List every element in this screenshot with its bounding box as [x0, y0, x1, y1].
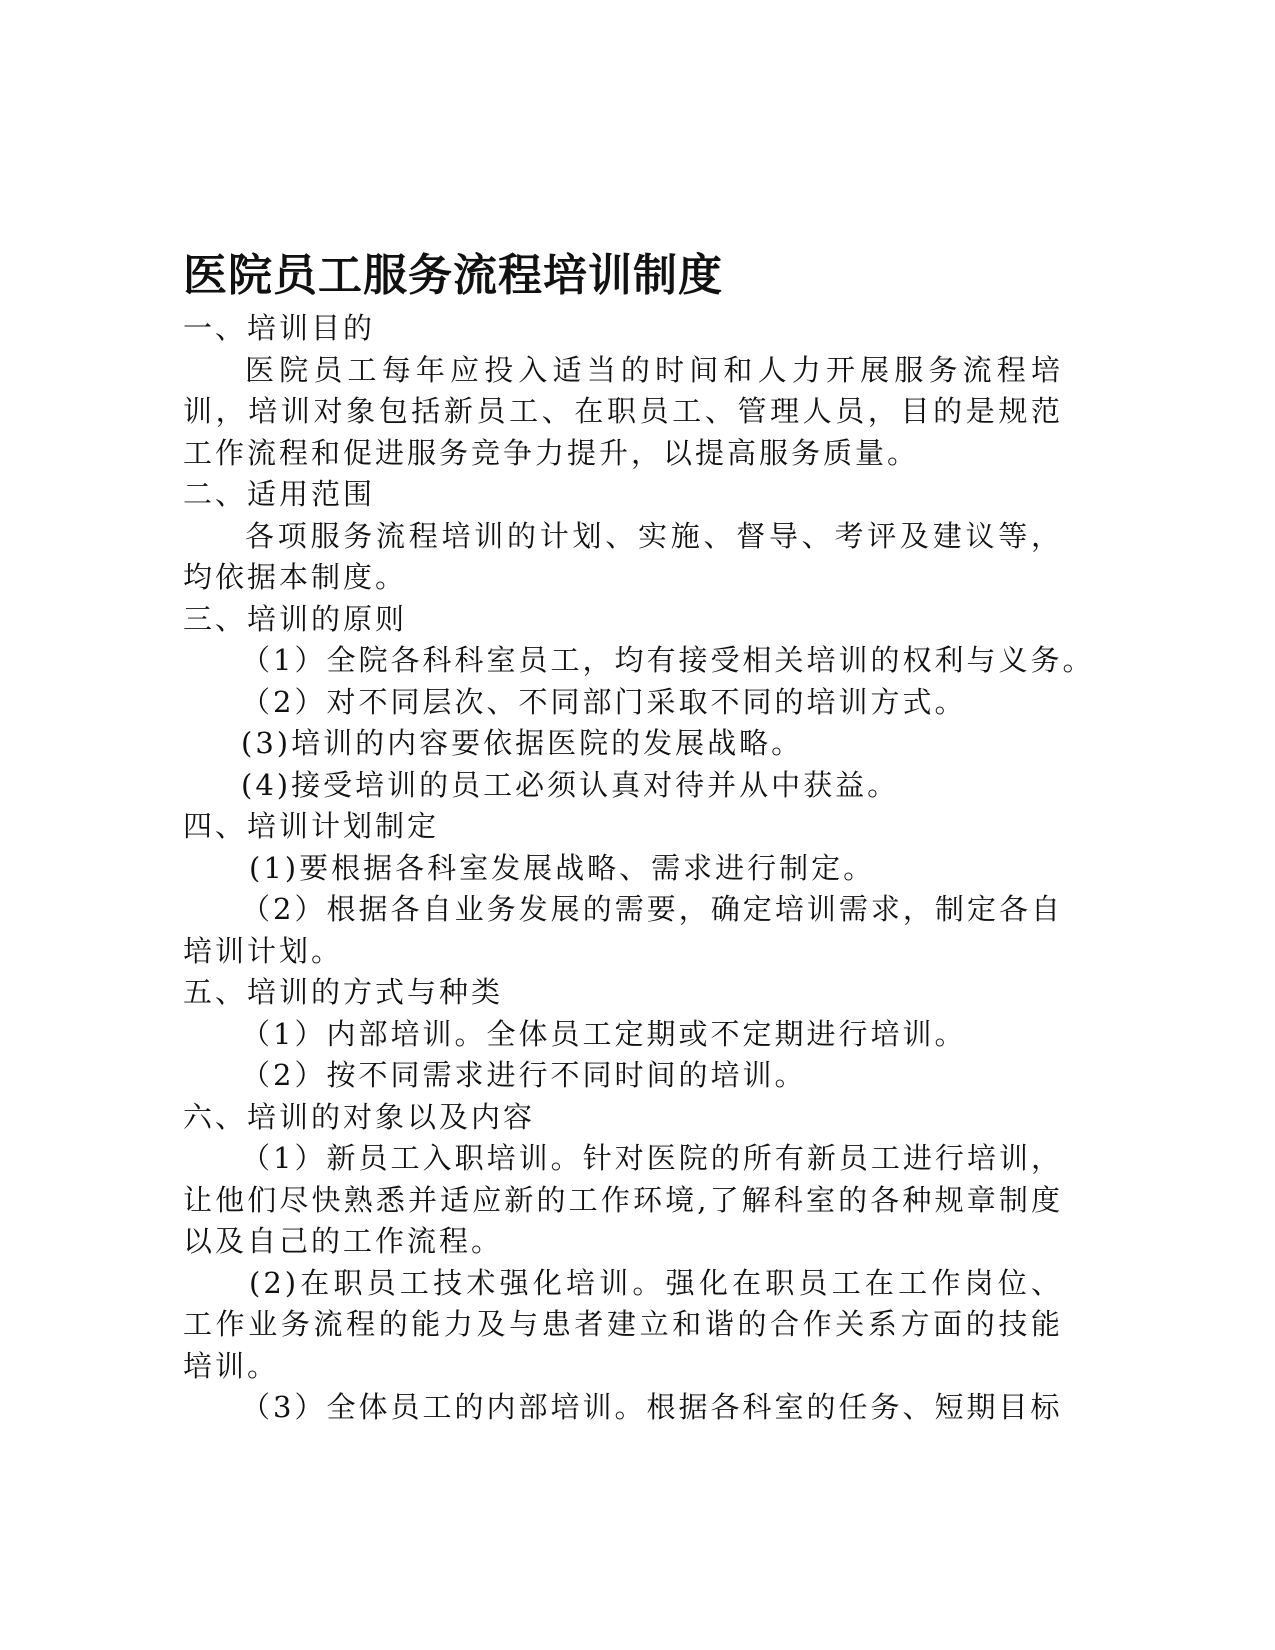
- list-item: (1)要根据各科室发展战略、需求进行制定。: [249, 850, 876, 885]
- section-paragraph: 医院员工每年应投入适当的时间和人力开展服务流程培训，培训对象包括新员工、在职员工、管理人员，目的是规范工作流程和促进服务竞争力提升，以提高服务质量。: [183, 352, 1063, 470]
- section-heading: 三、培训的原则: [183, 601, 408, 636]
- list-item: (2)在职员工技术强化培训。强化在职员工在工作岗位、工作业务流程的能力及与患者建立和谐的合作关系方面的技能培训。: [183, 1265, 1063, 1383]
- list-item: （2）根据各自业务发展的需要，确定培训需求，制定各自培训计划。: [183, 892, 1063, 968]
- section-heading: 五、培训的方式与种类: [183, 975, 504, 1009]
- list-item: （3）全体员工的内部培训。根据各科室的任务、短期目标: [241, 1390, 1063, 1424]
- list-item: （1）全院各科科室员工，均有接受相关培训的权利与义务。: [241, 643, 1095, 677]
- section-heading: 二、适用范围: [183, 477, 376, 511]
- document-page: [183, 248, 1095, 1429]
- document-title: 医院员工服务流程培训制度: [183, 250, 723, 301]
- list-item: (3)培训的内容要依据医院的发展战略。: [241, 726, 804, 760]
- list-item: （1）新员工入职培训。针对医院的所有新员工进行培训，让他们尽快熟悉并适应新的工作环境,了解科室的各种规章制度以及自己的工作流程。: [183, 1141, 1063, 1258]
- section-heading: 六、培训的对象以及内容: [183, 1099, 536, 1134]
- list-item: (4)接受培训的员工必须认真对待并从中获益。: [241, 767, 900, 802]
- list-item: （2）对不同层次、不同部门采取不同的培训方式。: [241, 684, 967, 719]
- section-heading: 四、培训计划制定: [183, 809, 440, 843]
- section-heading: 一、培训目的: [183, 311, 376, 345]
- list-item: （2）按不同需求进行不同时间的培训。: [241, 1058, 807, 1092]
- list-item: （1）内部培训。全体员工定期或不定期进行培训。: [241, 1016, 967, 1051]
- section-paragraph: 各项服务流程培训的计划、实施、督导、考评及建议等，均依据本制度。: [183, 518, 1063, 594]
